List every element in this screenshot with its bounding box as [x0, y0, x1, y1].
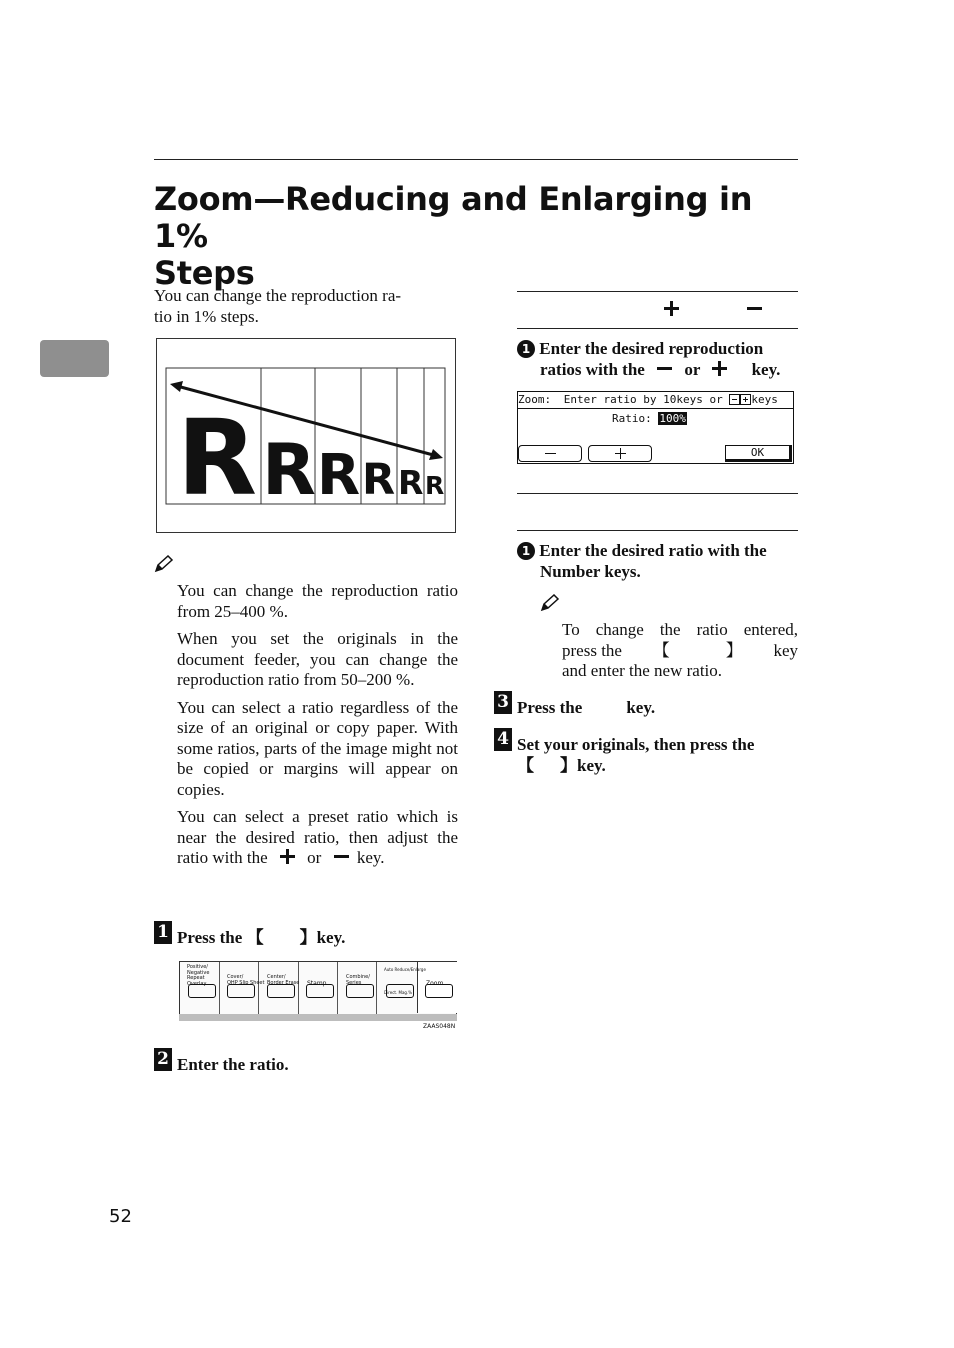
right-note: [562, 620, 798, 682]
cover-slip-sheet-key[interactable]: [227, 984, 255, 998]
right-note-key: key: [773, 640, 798, 660]
page-title-line1: Zoom—Reducing and Enlarging in 1%: [154, 180, 753, 255]
panel-label-auto-reduce: Auto Reduce/Enlarge: [384, 967, 426, 972]
lcd-zoom-label: Zoom:: [518, 393, 552, 406]
plus-key-icon: [280, 849, 295, 864]
pencil-note-icon: [154, 555, 174, 573]
combine-series-key[interactable]: [346, 984, 374, 998]
right-note-bracket-close: 】: [725, 640, 743, 660]
step-2: [154, 1048, 474, 1074]
plus-key-icon-inline: [712, 361, 727, 376]
sub-step-2-circle: 1: [517, 542, 535, 560]
intro-line1: You can change the reproduction ra-: [154, 286, 402, 305]
right-note-bracket-open: 【: [652, 640, 670, 660]
right-note-line3: and enter the new ratio.: [562, 661, 723, 680]
panel-divider-1: [219, 962, 220, 1014]
sub-step-1-or: or: [684, 359, 701, 379]
top-rule: [154, 159, 798, 160]
panel-label-stamp: Stamp: [307, 980, 327, 987]
reduction-illustration: [156, 338, 456, 533]
lcd-ratio-label: Ratio:: [612, 412, 652, 425]
step-4-line1: Set your originals, then press the: [517, 735, 755, 754]
sub-step-1-line2-prefix: ratios with the: [540, 359, 645, 379]
right-rule-3: [517, 493, 798, 494]
stamp-key[interactable]: [306, 984, 334, 998]
lcd-instruction: Enter ratio by 10keys or: [563, 393, 723, 406]
lcd-ratio-value[interactable]: 100%: [659, 412, 686, 425]
reduction-illustration-svg: [157, 339, 455, 532]
panel-label-positive: Positive/ Negative Repeat Overlay: [187, 964, 210, 987]
step-4-suffix: key.: [577, 755, 606, 775]
lcd-ratio-row: [612, 411, 687, 426]
step-1: [154, 921, 474, 947]
letter-r-100: R: [177, 397, 258, 519]
plus-key-icon-heading: [664, 301, 681, 318]
letter-r-50: R: [362, 455, 396, 505]
minus-key-icon-inline: [657, 361, 672, 376]
letter-r-35: R: [398, 463, 424, 502]
step-4-number: 4: [494, 728, 512, 751]
step-2-text: Enter the ratio.: [177, 1055, 289, 1074]
lcd-row-1: [518, 392, 778, 407]
panel-label-zoom: Zoom: [426, 980, 444, 987]
note-item-3: You can select a ratio regardless of the size of an original or copy paper. With some ratios, parts of the image might not be copied or margins will appear on copies.: [177, 697, 458, 799]
intro-line2: tio in 1% steps.: [154, 306, 259, 326]
sub-step-1-number-keys: [517, 541, 798, 582]
lcd-minus-button[interactable]: [518, 445, 582, 462]
step-3-prefix: Press the: [517, 698, 583, 717]
sub-step-2-line2: Number keys.: [540, 561, 641, 581]
lcd-ok-button[interactable]: [725, 445, 792, 462]
note-item-4: [177, 807, 458, 869]
note-item-4-text: You can select a preset ratio which is near the desired ratio, then adjust the ratio with the: [177, 807, 458, 867]
right-rule-2: [517, 328, 798, 329]
lcd-plus-icon: [740, 394, 751, 405]
border-erase-key[interactable]: [267, 984, 295, 998]
note-list: [177, 581, 458, 869]
step-3-number: 3: [494, 691, 512, 714]
step-4-bracket-close: 】: [560, 755, 577, 775]
lcd-keys-suffix: keys: [751, 393, 778, 406]
right-rule-4: [517, 530, 798, 531]
sub-step-1-key: key.: [751, 359, 781, 379]
right-note-press: press the: [562, 640, 622, 660]
panel-divider-4: [337, 962, 338, 1014]
page-number: 52: [109, 1206, 132, 1227]
note-item-1: You can change the reproduction ratio from 25–400 %.: [177, 581, 458, 621]
note-item-4-or: or: [307, 848, 322, 867]
letter-r-61: R: [317, 443, 361, 508]
right-note-line1: To change the ratio entered,: [562, 620, 798, 639]
control-panel-bottom-band: [179, 1014, 457, 1021]
lcd-minus-icon: [729, 394, 740, 405]
direct-mag-key[interactable]: [386, 984, 414, 998]
sub-step-1-line1: Enter the desired reproduction: [539, 339, 764, 358]
step-2-number: 2: [154, 1048, 172, 1071]
panel-label-center: Center/ Border Erase: [267, 974, 300, 986]
step-1-prefix: Press the: [177, 928, 243, 947]
step-4: [494, 728, 804, 775]
minus-key-icon-heading: [747, 301, 764, 318]
panel-divider-2: [258, 962, 259, 1014]
pencil-note-icon-right: [540, 594, 560, 612]
letter-r-71: R: [262, 429, 316, 511]
step-1-suffix: key.: [316, 928, 346, 947]
panel-label-cover: Cover/ OHP Slip Sheet: [227, 974, 265, 986]
lcd-row-1-underline: [518, 408, 793, 409]
sub-step-2-line1: Enter the desired ratio with the: [539, 541, 767, 560]
positive-negative-key[interactable]: [188, 984, 216, 998]
note-item-2: When you set the originals in the document feeder, you can change the reproduction ratio from 50–200 %.: [177, 629, 458, 689]
zoom-key[interactable]: [425, 984, 453, 998]
sub-step-1-circle: 1: [517, 340, 535, 358]
lcd-ok-label: OK: [750, 446, 765, 459]
panel-figure-code: ZAAS048N: [423, 1023, 456, 1030]
panel-label-combine: Combine/ Series: [346, 974, 370, 986]
step-1-number: 1: [154, 921, 172, 944]
step-3-suffix: key.: [626, 698, 656, 717]
sub-step-1-plusminus: [517, 339, 798, 380]
minus-key-icon: [334, 849, 349, 864]
page-title: [154, 181, 804, 292]
panel-label-direct-mag: Direct. Mag.%: [384, 990, 413, 995]
lcd-plus-button[interactable]: [588, 445, 652, 462]
lcd-plus-button-v: [620, 448, 621, 459]
letter-r-25: R: [425, 471, 445, 500]
panel-divider-5: [376, 962, 377, 1014]
intro-text: [154, 286, 459, 327]
panel-divider-3: [298, 962, 299, 1014]
step-3: [494, 691, 804, 717]
step-1-bracket-close: 】: [299, 928, 317, 947]
page-title-line2: Steps: [154, 254, 255, 292]
lcd-minus-button-icon: [545, 453, 556, 454]
chapter-tab: [40, 340, 109, 377]
step-4-bracket-open: 【: [517, 755, 534, 775]
step-1-bracket-open: 【: [246, 928, 264, 947]
right-rule-1: [517, 291, 798, 292]
note-item-4-key: key.: [356, 848, 385, 867]
